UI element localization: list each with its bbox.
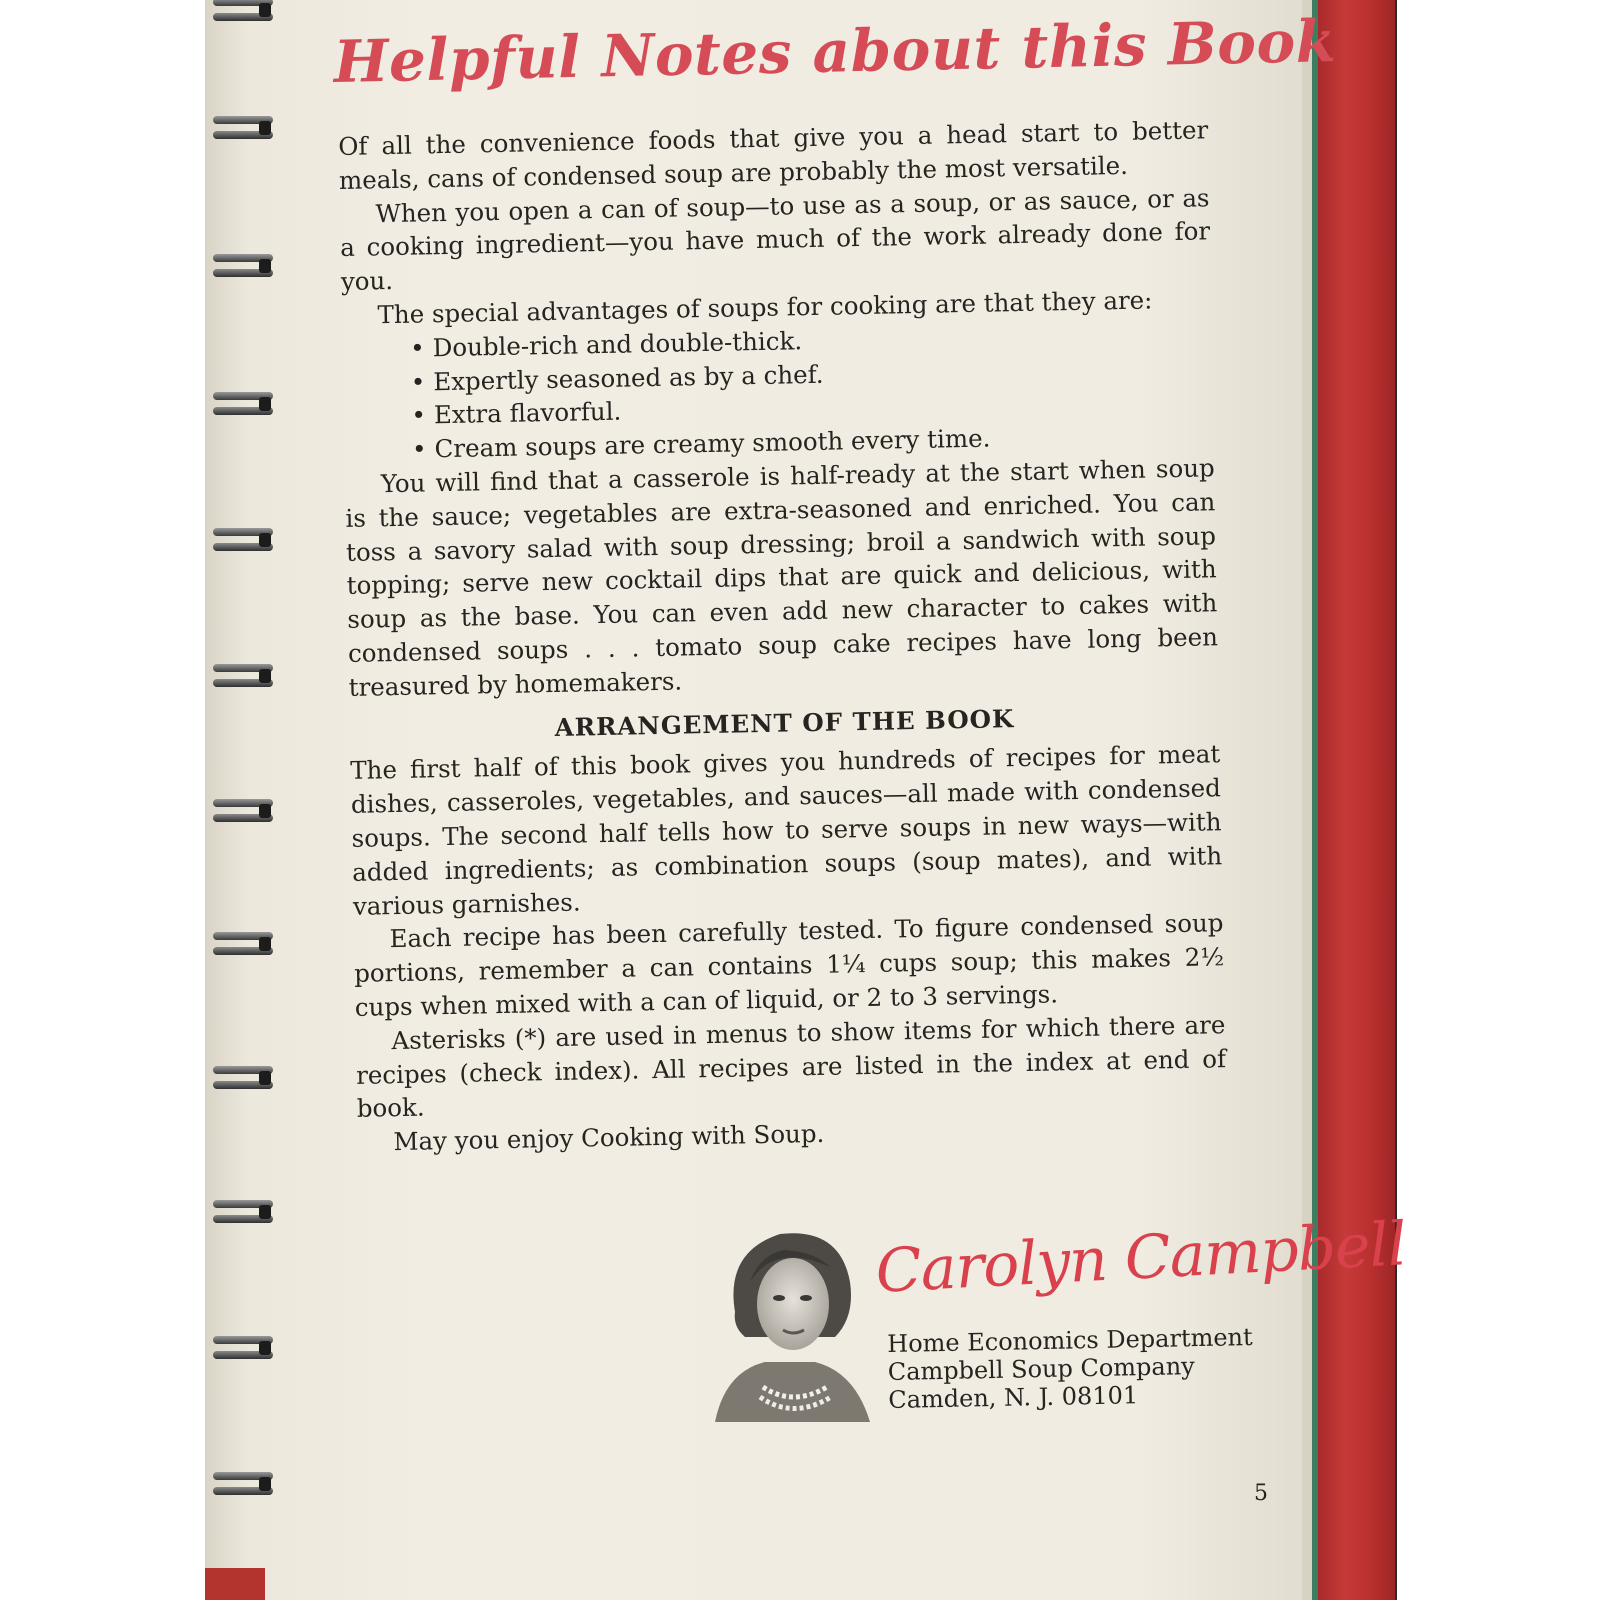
casserole-paragraph: You will find that a casserole is half-ready at the start when soup is the sauce; vegetables are extra-seasoned and enriched. You can toss a savory salad with soup dressing; broil a sandwich with soup topping; serve new cocktail dips that are quick and delicious, with soup as the base. You can even add new character to cakes with condensed soups . . . tomato soup cake recipes have long been treasured by homemakers. [345,453,1219,702]
body-text [338,113,1228,1159]
list-item: • Extra flavorful. [411,384,1214,433]
binding-coil [213,250,275,284]
binding-coil [213,660,275,694]
signature: Carolyn Campbell [874,1209,1408,1307]
arrangement-paragraph: Asterisks (*) are used in menus to show items for which there are recipes (check index). All recipes are listed in the index at end of book. [355,1009,1227,1124]
section-heading: ARRANGEMENT OF THE BOOK [554,703,1015,742]
binding-coil [213,928,275,962]
arrangement-paragraph: The first half of this book gives you hundreds of recipes for meat dishes, casseroles, vegetables, and sauces—all made with condensed soups. The second half tells how to serve soups in new ways—with added ingredients; as combination soups (soup mates), and with various garnishes. [350,739,1223,921]
page-stack-edge [1302,0,1312,1600]
address-line: Camden, N. J. 08101 [888,1381,1139,1414]
portrait-photo [705,1222,875,1422]
page-number: 5 [1254,1481,1268,1506]
binding-coil [213,1062,275,1096]
page-stack-edge [1312,0,1318,1600]
list-item: • Cream soups are creamy smooth every time. [412,417,1215,466]
background-right [1395,0,1600,1600]
binding-coil [213,524,275,558]
spiral-binding [205,0,295,1600]
closing-line: May you enjoy Cooking with Soup. [393,1118,825,1157]
page-title: Helpful Notes about this Book [333,6,1337,96]
address-line: Campbell Soup Company [887,1352,1195,1386]
list-item: • Expertly seasoned as by a chef. [411,350,1214,399]
list-item: • Double-rich and double-thick. [410,316,1213,365]
address-line: Home Economics Department [887,1322,1253,1358]
binding-coil [213,388,275,422]
advantages-list [342,316,1214,468]
binding-coil [213,795,275,829]
intro-paragraph: The special advantages of soups for cooking are that they are: [377,285,1153,330]
address-block [887,1323,1254,1414]
intro-paragraph: When you open a can of soup—to use as a soup, or as sauce, or as a cooking ingredient—you have much of the work already done for you. [339,182,1211,297]
background-left [0,0,208,1600]
binding-coil [213,0,275,28]
intro-paragraph: Of all the convenience foods that give you a head start to better meals, cans of condensed soup are probably the most versatile. [338,115,1209,195]
binding-coil [213,112,275,146]
arrangement-paragraph: Each recipe has been carefully tested. To figure condensed soup portions, remember a can contains 1¼ cups soup; this makes 2½ cups when mixed with a can of liquid, or 2 to 3 servings. [353,908,1225,1022]
binding-coil [213,1332,275,1366]
binding-coil [213,1468,275,1502]
binding-coil [213,1196,275,1230]
book-cover-edge [1318,0,1395,1600]
